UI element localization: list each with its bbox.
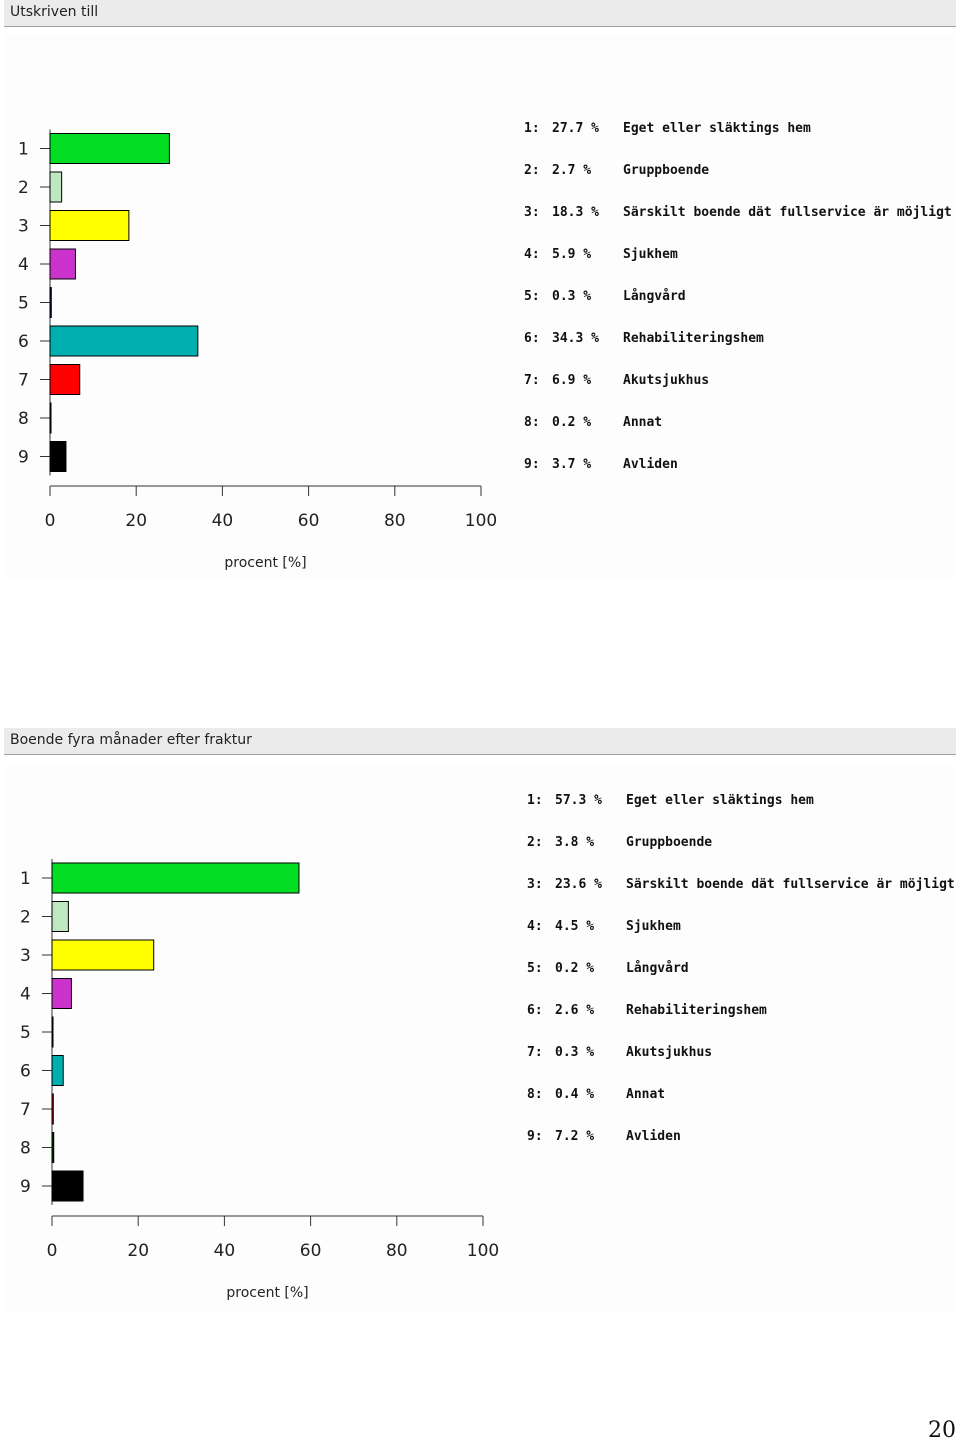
chart-1-category-label: 6 (18, 332, 29, 352)
chart-1-legend-label: Akutsjukhus (623, 373, 710, 388)
chart-2-title: Boende fyra månader efter fraktur (10, 732, 252, 748)
chart-2-legend-label: Sjukhem (626, 919, 681, 934)
chart-2-legend-number: 9: (527, 1129, 543, 1144)
chart-2-legend-value: 57.3 % (555, 793, 602, 808)
chart-1-bar (50, 134, 169, 164)
chart-1-legend-number: 2: (524, 163, 540, 178)
chart-1-category-label: 2 (18, 178, 29, 198)
chart-2-legend-value: 3.8 % (555, 835, 595, 850)
chart-1-legend-label: Eget eller släktings hem (623, 121, 811, 136)
chart-2-legend-label: Akutsjukhus (626, 1045, 713, 1060)
chart-1-x-tick-label: 60 (297, 511, 320, 531)
chart-1-legend-value: 2.7 % (552, 163, 592, 178)
chart-2-legend-value: 2.6 % (555, 1003, 595, 1018)
chart-2-bar (52, 940, 154, 970)
chart-1-panel (4, 34, 956, 580)
chart-2-svg (4, 764, 956, 1312)
chart-2-legend-label: Avliden (626, 1129, 681, 1144)
chart-1-bar (50, 442, 66, 472)
chart-1-legend-number: 7: (524, 373, 540, 388)
chart-1-legend-label: Annat (623, 415, 663, 430)
chart-2-category-label: 5 (20, 1023, 31, 1043)
chart-1-x-tick-label: 100 (464, 511, 498, 531)
chart-1-legend-number: 4: (524, 247, 540, 262)
chart-1-legend-value: 27.7 % (552, 121, 599, 136)
chart-1-legend-value: 34.3 % (552, 331, 599, 346)
chart-2-legend-label: Rehabiliteringshem (626, 1003, 767, 1018)
chart-1-bar (50, 326, 198, 356)
chart-1-category-label: 4 (18, 255, 29, 275)
chart-1-legend-label: Sjukhem (623, 247, 678, 262)
chart-2-x-tick-label: 60 (299, 1241, 322, 1261)
chart-2-legend-label: Annat (626, 1087, 666, 1102)
chart-1-title: Utskriven till (10, 4, 99, 20)
chart-2-panel (4, 764, 956, 1312)
page-number: 20 (928, 1418, 956, 1443)
chart-2-legend-number: 3: (527, 877, 543, 892)
chart-1-legend-number: 3: (524, 205, 540, 220)
chart-1-x-tick-label: 80 (383, 511, 406, 531)
chart-2-bar (52, 1171, 83, 1201)
chart-2-legend-label: Eget eller släktings hem (626, 793, 814, 808)
chart-2-bar (52, 979, 71, 1009)
chart-2-bar (52, 1056, 63, 1086)
chart-1-legend-value: 3.7 % (552, 457, 592, 472)
chart-2-legend-value: 0.3 % (555, 1045, 595, 1060)
chart-2-bar (52, 1094, 53, 1124)
chart-2-bar (52, 1017, 53, 1047)
chart-1-header (4, 0, 956, 27)
chart-2-bar (52, 1133, 54, 1163)
chart-1-category-label: 9 (18, 447, 29, 468)
chart-1-x-tick-label: 40 (211, 511, 234, 531)
chart-1-bar (50, 403, 51, 433)
chart-2-legend-value: 23.6 % (555, 877, 602, 892)
chart-1-category-label: 7 (18, 370, 29, 391)
chart-2-legend-value: 0.4 % (555, 1087, 595, 1102)
chart-2-x-tick-label: 100 (466, 1241, 500, 1261)
chart-1-legend-label: Långvård (623, 289, 686, 304)
chart-1-category-label: 1 (18, 139, 29, 160)
chart-1-bar (50, 249, 75, 279)
chart-2-category-label: 9 (20, 1177, 31, 1197)
chart-2-legend-label: Långvård (626, 961, 689, 976)
chart-2-legend-number: 8: (527, 1087, 543, 1102)
chart-1-bar (50, 288, 51, 318)
chart-2-x-tick-label: 80 (385, 1241, 408, 1261)
chart-1-bar (50, 211, 129, 241)
chart-2-category-label: 7 (20, 1100, 31, 1120)
chart-1-category-label: 5 (18, 293, 29, 314)
chart-1-x-tick-label: 20 (125, 511, 148, 531)
chart-1-bar (50, 365, 80, 395)
chart-1-legend-number: 8: (524, 415, 540, 430)
chart-2-x-axis-label: procent [%] (226, 1285, 309, 1301)
chart-1-legend-number: 5: (524, 289, 540, 304)
chart-2-category-label: 4 (20, 984, 31, 1005)
chart-2-legend-number: 6: (527, 1003, 543, 1018)
chart-2-x-tick-label: 20 (127, 1241, 150, 1261)
chart-1-bar (50, 172, 62, 202)
chart-1-legend-value: 18.3 % (552, 205, 599, 220)
chart-2-x-tick-label: 0 (46, 1241, 58, 1261)
chart-1-category-label: 8 (18, 409, 29, 429)
chart-1-legend-number: 9: (524, 457, 540, 472)
chart-2-legend-value: 0.2 % (555, 961, 595, 976)
chart-1-legend-label: Särskilt boende dät fullservice är möjligt (623, 205, 952, 220)
chart-2-legend-label: Gruppboende (626, 835, 713, 850)
chart-2-legend-value: 7.2 % (555, 1129, 595, 1144)
chart-2-legend-number: 5: (527, 961, 543, 976)
chart-2-category-label: 1 (20, 869, 31, 889)
chart-2-legend-number: 1: (527, 793, 543, 808)
chart-2-category-label: 8 (20, 1138, 31, 1159)
chart-2-legend-label: Särskilt boende dät fullservice är möjligt (626, 877, 955, 892)
chart-1-legend-number: 6: (524, 331, 540, 346)
chart-1-legend-number: 1: (524, 121, 540, 136)
chart-1-legend-label: Gruppboende (623, 163, 710, 178)
chart-2-bar (52, 863, 299, 893)
chart-2-legend-number: 7: (527, 1045, 543, 1060)
chart-2-x-tick-label: 40 (213, 1241, 236, 1261)
chart-2-legend-number: 2: (527, 835, 543, 850)
chart-1-legend-value: 5.9 % (552, 247, 592, 262)
chart-2-category-label: 3 (20, 946, 31, 966)
chart-2-legend-number: 4: (527, 919, 543, 934)
chart-1-legend-value: 6.9 % (552, 373, 592, 388)
chart-1-legend-value: 0.2 % (552, 415, 592, 430)
chart-1-legend-value: 0.3 % (552, 289, 592, 304)
chart-2-legend-value: 4.5 % (555, 919, 595, 934)
chart-2-category-label: 6 (20, 1061, 31, 1082)
chart-1-svg (4, 34, 956, 580)
chart-1-x-tick-label: 0 (44, 511, 56, 531)
chart-2-bar (52, 902, 68, 932)
chart-2-header (4, 728, 956, 755)
chart-1-category-label: 3 (18, 216, 29, 237)
chart-2-category-label: 2 (20, 907, 31, 928)
chart-1-legend-label: Avliden (623, 457, 678, 472)
chart-1-legend-label: Rehabiliteringshem (623, 331, 764, 346)
chart-1-x-axis-label: procent [%] (224, 555, 307, 571)
